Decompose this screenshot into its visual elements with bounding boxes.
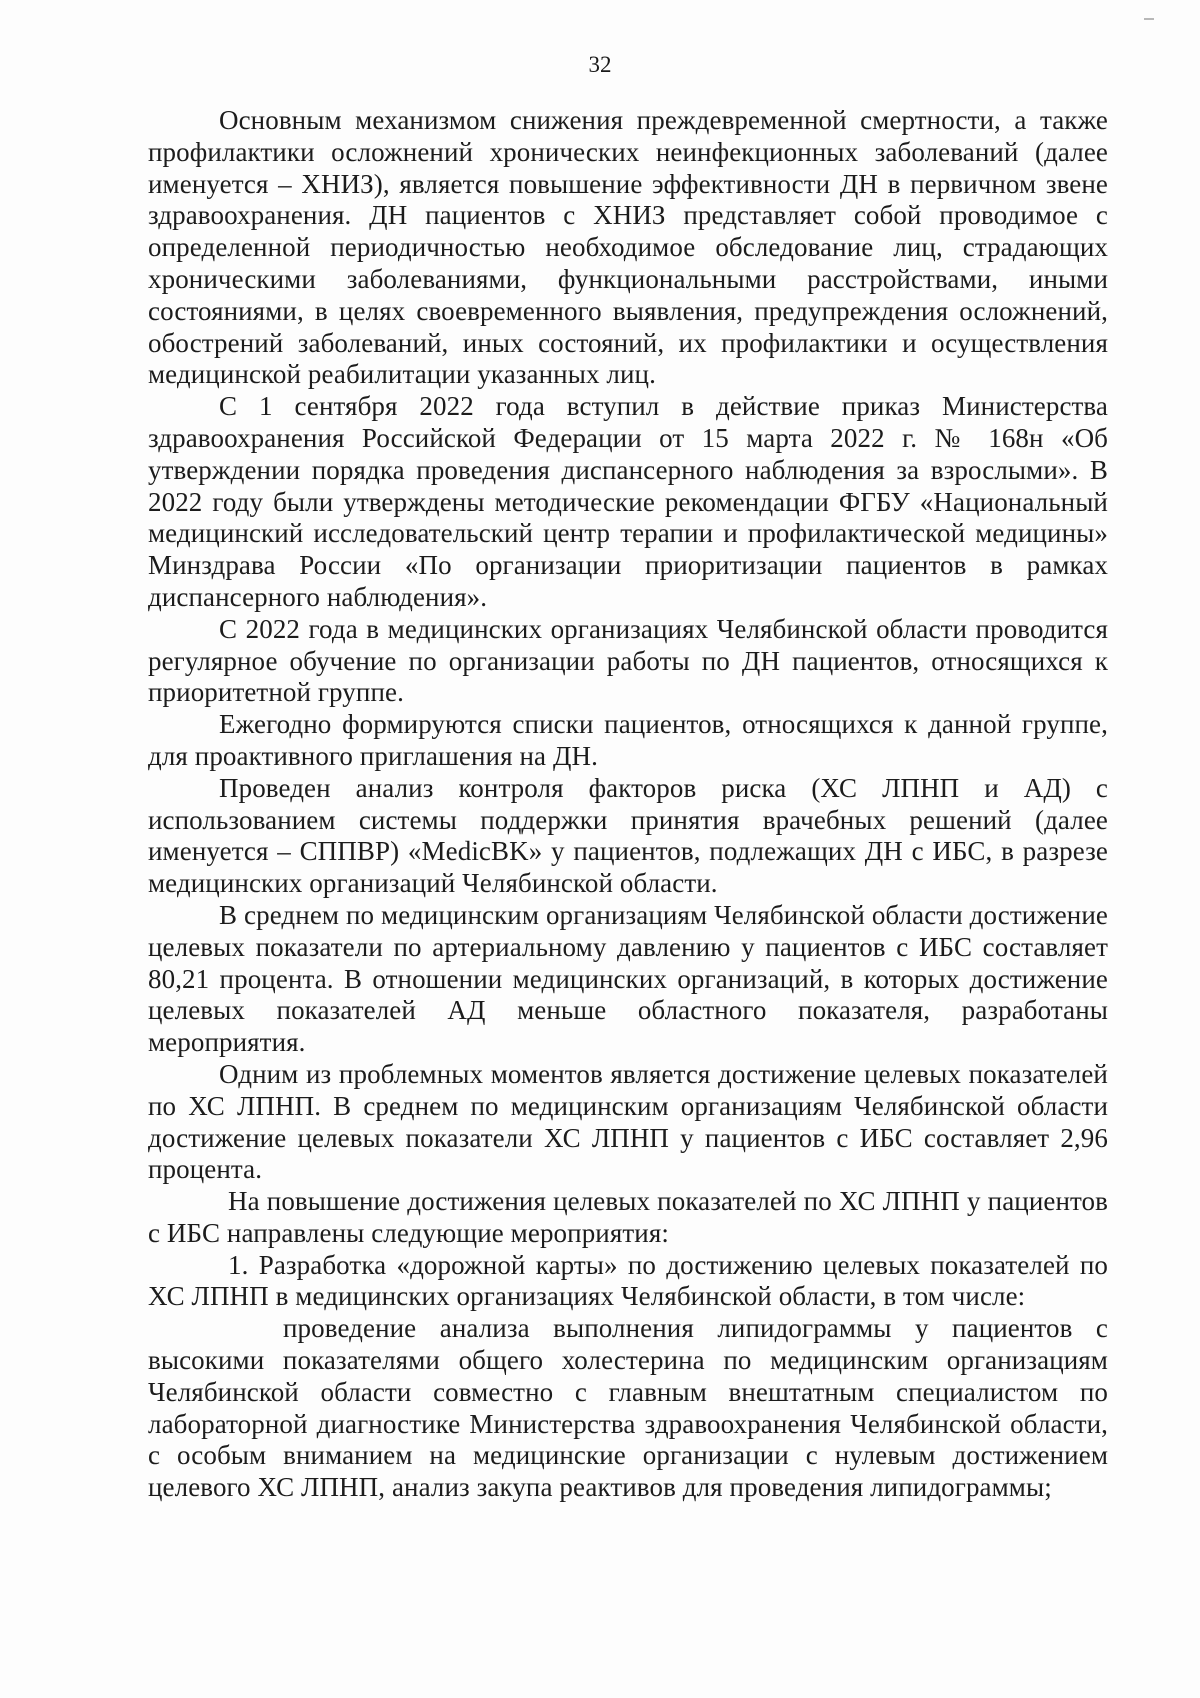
document-body [148, 105, 1108, 1504]
paragraph-training: С 2022 года в медицинских организациях Челябинской области проводится регулярное обучение по организации работы по ДН пациентов, относящихся к приоритетной группе. [148, 613, 1108, 708]
paragraph-risk-analysis: Проведен анализ контроля факторов риска (ХС ЛПНП и АД) с использованием системы поддержки принятия врачебных решений (далее именуется – СППВР) «MedicBK» у пациентов, подлежащих ДН с ИБС, в разрезе медицинских организаций Челябинской области. [148, 772, 1108, 899]
page-number: 32 [588, 52, 612, 77]
list-item-roadmap: 1. Разработка «дорожной карты» по достижению целевых показателей по ХС ЛПНП в медицинских организациях Челябинской области, в том числе: [148, 1249, 1108, 1312]
paragraph-patient-lists: Ежегодно формируются списки пациентов, относящихся к данной группе, для проактивного приглашения на ДН. [148, 709, 1108, 771]
paragraph-ldl-problem: Одним из проблемных моментов является достижение целевых показателей по ХС ЛПНП. В среднем по медицинским организациям Челябинской области достижение целевых показатели ХС ЛПНП у пациентов с ИБС составляет 2,96 процента. [148, 1058, 1108, 1185]
list-subitem-lipidogram: проведение анализа выполнения липидограммы у пациентов с высокими показателями общего холестерина по медицинским организациям Челябинской области совместно с главным внештатным специалистом по лабораторной диагностике Министерства здравоохранения Челябинской области, с особым вниманием на медицинские организации с нулевым достижением целевого ХС ЛПНП, анализ закупа реактивов для проведения липидограммы; [148, 1313, 1108, 1503]
paragraph-intro: Основным механизмом снижения преждевременной смертности, а также профилактики осложнений хронических неинфекционных заболеваний (далее именуется – ХНИЗ), является повышение эффективности ДН в первичном звене здравоохранения. ДН пациентов с ХНИЗ представляет собой проводимое с определенной периодичностью необходимое обследование лиц, страдающих хроническими заболеваниями, функциональными расстройствами, иными состояниями, в целях своевременного выявления, предупреждения осложнений, обострений заболеваний, иных состояний, их профилактики и осуществления медицинской реабилитации указанных лиц. [148, 105, 1108, 390]
paragraph-order-168n: С 1 сентября 2022 года вступил в действие приказ Министерства здравоохранения Российской Федерации от 15 марта 2022 г. № 168н «Об утверждении порядка проведения диспансерного наблюдения за взрослыми». В 2022 году были утверждены методические рекомендации ФГБУ «Национальный медицинский исследовательский центр терапии и профилактической медицины» Минздрава России «По организации приоритизации пациентов в рамках диспансерного наблюдения». [148, 391, 1108, 612]
scan-artifact [1144, 18, 1154, 20]
paragraph-measures-intro: На повышение достижения целевых показателей по ХС ЛПНП у пациентов с ИБС направлены следующие мероприятия: [148, 1186, 1108, 1248]
paragraph-blood-pressure: В среднем по медицинским организациям Челябинской области достижение целевых показатели по артериальному давлению у пациентов с ИБС составляет 80,21 процента. В отношении медицинских организаций, в которых достижение целевых показателей АД меньше областного показателя, разработаны мероприятия. [148, 899, 1108, 1058]
